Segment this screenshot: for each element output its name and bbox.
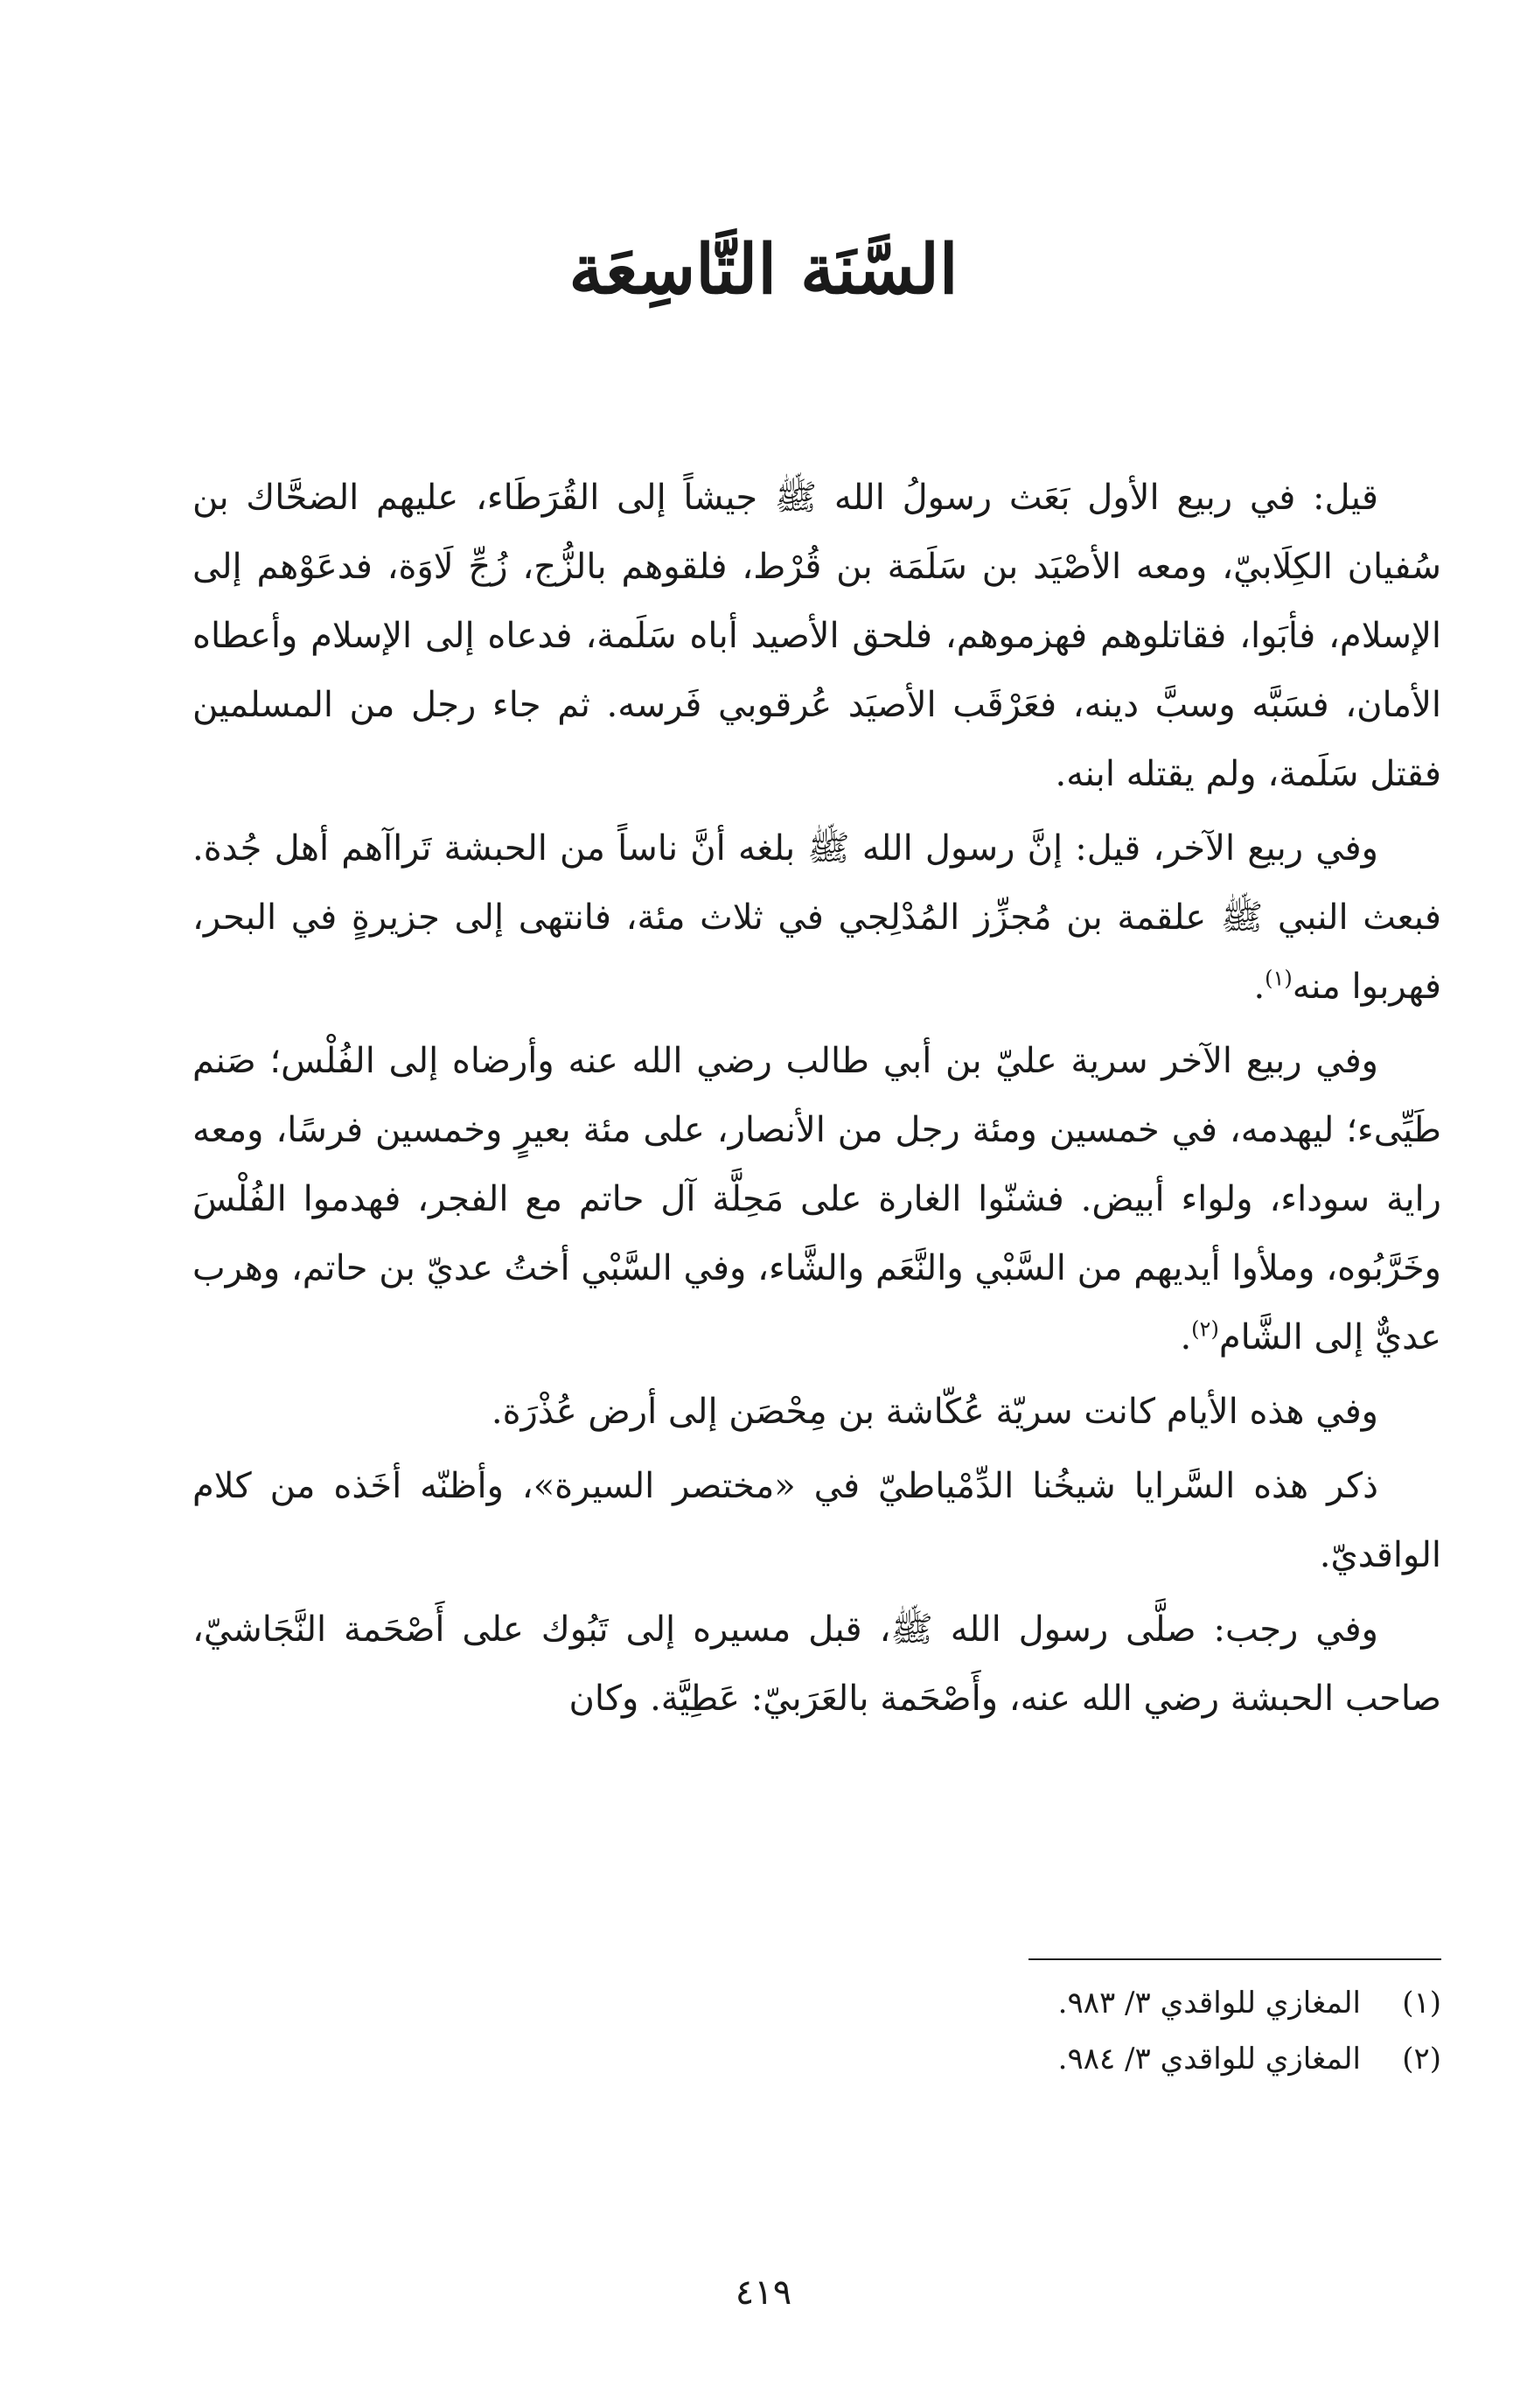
body-text [192,464,1441,1739]
footnote-text: المغازي للواقدي ٣/ ٩٨٣. [1057,1986,1361,2021]
paragraph-text: وفي رجب: صلَّى رسول الله ﷺ، قبل مسيره إلى تَبُوك على أَصْحَمة النَّجَاشيّ، صاحب الحبشة رضي الله عنه، وأَصْحَمة بالعَرَبيّ: عَطِيَّة. وكان [192,1609,1441,1719]
paragraph-6 [192,1595,1441,1734]
paragraph-text: ذكر هذه السَّرايا شيخُنا الدِّمْياطيّ في «مختصر السيرة»، وأظنّه أخَذه من كلام الواقديّ. [192,1466,1441,1575]
footnote-ref-2[interactable]: (٢) [1191,1316,1219,1342]
paragraph-text: وفي ربيع الآخر، قيل: إنَّ رسول الله ﷺ بلغه أنَّ ناساً من الحبشة تَراآهم أهل جُدة. فبعث النبي ﷺ علقمة بن مُجزِّز المُدْلِجي في ثلاث مئة، فانتهى إلى جزيرةٍ في البحر، فهربوا منه [192,828,1441,1007]
footnote-divider [1028,1958,1441,1960]
footnotes [192,1975,1441,2087]
paragraph-2: وفي ربيع الآخر، قيل: إنَّ رسول الله ﷺ بلغه أنَّ ناساً من الحبشة تَراآهم أهل جُدة. فبعث النبي ﷺ علقمة بن مُجزِّز المُدْلِجي في ثلاث مئة، فانتهى إلى جزيرةٍ في البحر، فهربوا منه$^{(١)}$. [192,828,1441,1007]
paragraph-1 [192,464,1441,809]
footnote-1 [192,1975,1441,2031]
paragraph-text: وفي هذه الأيام كانت سريّة عُكّاشة بن مِحْصَن إلى أرض عُذْرَة. [491,1392,1378,1432]
footnote-text: المغازي للواقدي ٣/ ٩٨٤. [1057,2042,1361,2076]
footnote-number: (٢) [1402,2042,1441,2076]
paragraph-5 [192,1452,1441,1590]
page-title: السَّنَة التَّاسِعَة [568,230,959,310]
paragraph-3: وفي ربيع الآخر سرية عليّ بن أبي طالب رضي الله عنه وأرضاه إلى الفُلْس؛ صَنم طَيِّىء؛ ليهدمه، في خمسين ومئة رجل من الأنصار، على مئة بعيرٍ وخمسين فرسًا، ومعه راية سوداء، ولواء أبيض. فشنّوا الغارة على مَحِلَّة آل حاتم مع الفجر، فهدموا الفُلْسَ وخَرَّبُوه، وملأوا أيديهم من السَّبْي والنَّعَم والشَّاء، وفي السَّبْي أختُ عديّ بن حاتم، وهرب عديٌّ إلى الشَّام$^{(٢)}$. [192,1041,1441,1358]
page-number: ٤١٩ [735,2272,792,2313]
footnote-ref-1[interactable]: (١) [1265,966,1293,991]
paragraph-text: قيل: في ربيع الأول بَعَث رسولُ الله ﷺ جيشاً إلى القُرَطَاء، عليهم الضحَّاك بن سُفيان الكِلَابيّ، ومعه الأصْيَد بن سَلَمَة بن قُرْط، فلقوهم بالزُّج، زُجِّ لَاوَة، فدعَوْهم إلى الإسلام، فأبَوا، فقاتلوهم فهزموهم، فلحق الأصيد أباه سَلَمة، فدعاه إلى الإسلام وأعطاه الأمان، فسَبَّه وسبَّ دينه، فعَرْقَب الأصيَد عُرقوبي فَرسه. ثم جاء رجل من المسلمين فقتل سَلَمة، ولم يقتله ابنه. [192,478,1442,794]
paragraph-4 [192,1378,1441,1447]
footnote-number: (١) [1402,1986,1441,2021]
footnote-2 [192,2031,1441,2087]
paragraph-text: وفي ربيع الآخر سرية عليّ بن أبي طالب رضي الله عنه وأرضاه إلى الفُلْس؛ صَنم طَيِّىء؛ ليهدمه، في خمسين ومئة رجل من الأنصار، على مئة بعيرٍ وخمسين فرسًا، ومعه راية سوداء، ولواء أبيض. فشنّوا الغارة على مَحِلَّة آل حاتم مع الفجر، فهدموا الفُلْسَ وخَرَّبُوه، وملأوا أيديهم من السَّبْي والنَّعَم والشَّاء، وفي السَّبْي أختُ عديّ بن حاتم، وهرب عديٌّ إلى الشَّام [192,1041,1441,1358]
